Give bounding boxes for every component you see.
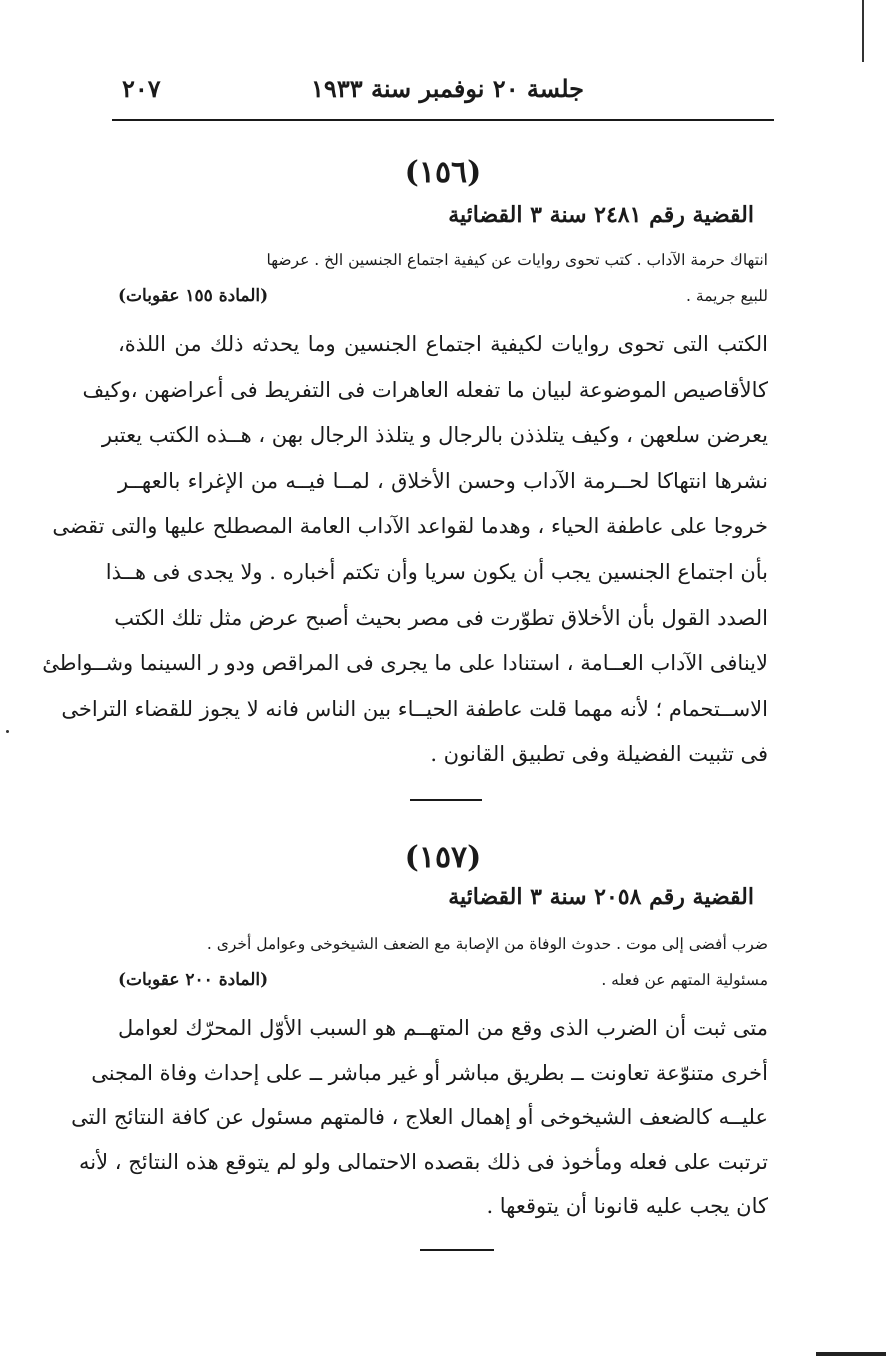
- ruling-line: يعرضن سلعهن ، وكيف يتلذذن بالرجال و يتلذذ الرجال بهن ، هــذه الكتب يعتبر: [101, 423, 768, 448]
- summary-line: [118, 962, 768, 998]
- summary-text: ضرب أفضى إلى موت . حدوث الوفاة من الإصابة مع الضعف الشيخوخى وعوامل أخرى .: [206, 935, 768, 953]
- case-reference: القضية رقم ٢٤٨١ سنة ٣ القضائية: [448, 202, 754, 228]
- case-number: (١٥٦): [404, 155, 482, 190]
- summary-text: للبيع جريمة .: [686, 287, 768, 305]
- article-reference: (المادة ١٥٥ عقوبات): [118, 286, 269, 306]
- summary-line: [118, 278, 768, 314]
- ruling-line: بأن اجتماع الجنسين يجب أن يكون سريا وأن تكتم أخباره . ولا يجدى فى هــذا: [105, 559, 768, 584]
- summary-text: مسئولية المتهم عن فعله .: [601, 971, 768, 989]
- article-reference: (المادة ٢٠٠ عقوبات): [118, 970, 269, 990]
- case-number: (١٥٧): [404, 840, 482, 875]
- page-number: ٢٠٧: [122, 74, 161, 103]
- summary-line: [118, 926, 768, 962]
- case-ruling-text: [42, 322, 768, 778]
- ruling-line: الكتب التى تحوى روايات لكيفية اجتماع الجنسين وما يحدثه ذلك من اللذة،: [118, 332, 768, 356]
- summary-line: [118, 242, 768, 278]
- running-header: [112, 72, 774, 112]
- ruling-line: متى ثبت أن الضرب الذى وقع من المتهــم هو السبب الأوّل المحرّك لعوامل: [118, 1016, 768, 1040]
- scan-speck: [6, 730, 9, 733]
- session-title: جلسة ٢٠ نوفمبر سنة ١٩٣٣: [311, 74, 584, 103]
- ruling-line: ترتبت على فعله ومأخوذ فى ذلك بقصده الاحتمالى ولو لم يتوقع هذه النتائج ، لأنه: [79, 1149, 768, 1174]
- ruling-line: نشرها انتهاكا لحــرمة الآداب وحسن الأخلاق ، لمــا فيــه من الإغراء بالعهــر: [118, 468, 768, 493]
- summary-text: انتهاك حرمة الآداب . كتب تحوى روايات عن كيفية اجتماع الجنسين الخ . عرضها: [266, 251, 768, 269]
- ruling-line: الاســتحمام ؛ لأنه مهما قلت عاطفة الحيــاء بين الناس فانه لا يجوز للقضاء التراخى: [61, 696, 768, 721]
- section-divider: [420, 1249, 494, 1251]
- ruling-line: لاينافى الآداب العــامة ، استنادا على ما يجرى فى المراقص ودو ر السينما وشــواطئ: [42, 651, 768, 676]
- ruling-line: عليــه كالضعف الشيخوخى أو إهمال العلاج ، فالمتهم مسئول عن كافة النتائج التى: [71, 1105, 768, 1129]
- section-divider: [410, 799, 482, 801]
- ruling-line: خروجا على عاطفة الحياء ، وهدما لقواعد الآداب العامة المصطلح عليها والتى تقضى: [52, 514, 768, 539]
- ruling-line: الصدد القول بأن الأخلاق تطوّرت فى مصر بحيث أصبح عرض مثل تلك الكتب: [114, 605, 768, 630]
- case-summary: [118, 242, 768, 314]
- case-summary: [118, 926, 768, 998]
- scan-edge-mark: [816, 1352, 886, 1356]
- ruling-line: أخرى متنوّعة تعاونت ــ بطريق مباشر أو غير مباشر ــ على إحداث وفاة المجنى: [91, 1060, 768, 1085]
- ruling-line: كان يجب عليه قانونا أن يتوقعها .: [486, 1194, 768, 1218]
- scan-edge-mark: [862, 0, 864, 62]
- ruling-line: كالأقاصيص الموضوعة لبيان ما تفعله العاهرات فى التفريط فى أعراضهن ،وكيف: [82, 377, 768, 402]
- header-divider: [112, 119, 774, 121]
- case-reference: القضية رقم ٢٠٥٨ سنة ٣ القضائية: [448, 884, 754, 910]
- ruling-line: فى تثبيت الفضيلة وفى تطبيق القانون .: [430, 742, 768, 767]
- case-ruling-text: [71, 1006, 768, 1229]
